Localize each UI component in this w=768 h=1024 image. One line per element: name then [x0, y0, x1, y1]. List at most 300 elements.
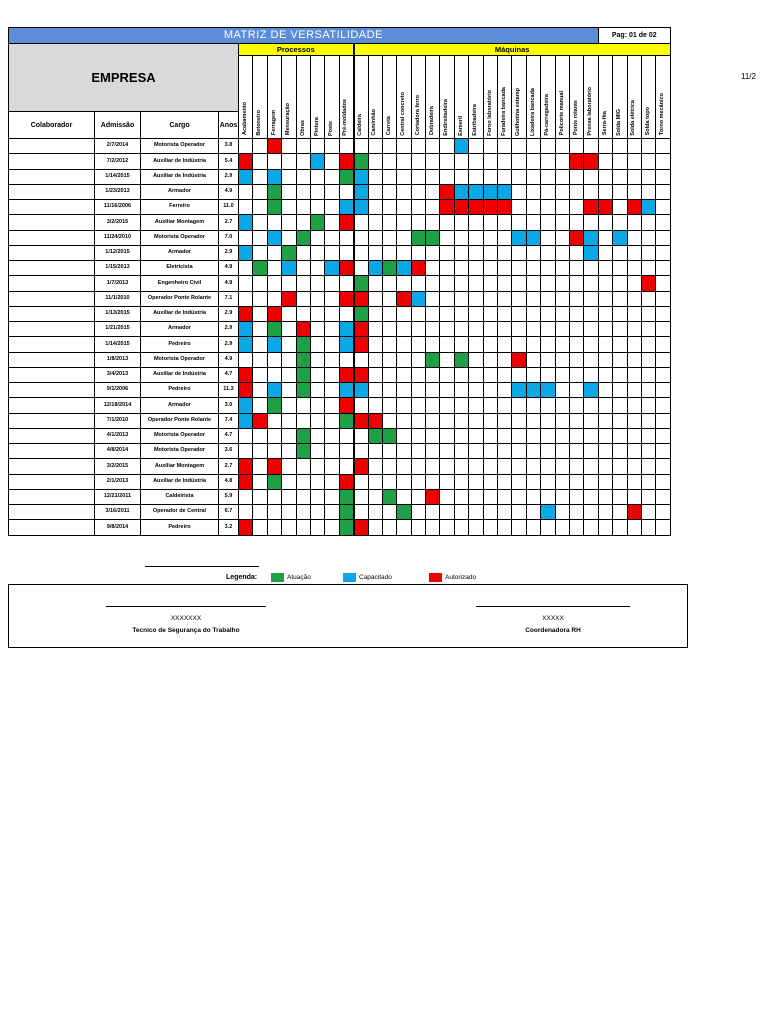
machine-cell	[382, 428, 396, 443]
process-cell	[296, 413, 310, 428]
machine-cell	[440, 444, 454, 459]
machine-cell	[598, 322, 612, 337]
machine-header	[627, 56, 641, 139]
process-cell	[267, 337, 281, 352]
machine-cell	[512, 169, 526, 184]
machine-cell	[454, 489, 468, 504]
process-cell	[325, 154, 339, 169]
machine-cell	[613, 276, 627, 291]
machine-cell	[541, 474, 555, 489]
machine-cell	[498, 306, 512, 321]
machine-cell	[541, 291, 555, 306]
process-cell	[296, 474, 310, 489]
collaborator-cell	[9, 200, 95, 215]
process-cell	[339, 505, 353, 520]
machine-cell	[627, 139, 641, 154]
years-cell: 3.8	[219, 139, 239, 154]
admission-cell: 3/16/2011	[95, 505, 141, 520]
machine-cell	[382, 169, 396, 184]
machine-cell	[483, 306, 497, 321]
machine-cell	[512, 139, 526, 154]
process-cell	[253, 398, 267, 413]
machine-cell	[397, 459, 411, 474]
machine-cell	[512, 306, 526, 321]
machine-cell	[469, 367, 483, 382]
machine-header	[469, 56, 483, 139]
process-cell	[267, 184, 281, 199]
machine-cell	[627, 413, 641, 428]
role-cell: Auxiliar de Indústria	[141, 367, 219, 382]
process-cell	[339, 200, 353, 215]
machine-cell	[627, 245, 641, 260]
machine-cell	[354, 306, 368, 321]
machine-cell	[498, 474, 512, 489]
machine-cell	[641, 184, 655, 199]
machine-cell	[555, 398, 569, 413]
machine-cell	[656, 337, 670, 352]
machine-cell	[555, 306, 569, 321]
process-cell	[339, 276, 353, 291]
machine-cell	[411, 413, 425, 428]
machine-cell	[613, 215, 627, 230]
machine-cell	[426, 322, 440, 337]
legend-text-atuacao: Atuação	[287, 574, 311, 581]
machine-cell	[483, 184, 497, 199]
process-cell	[282, 337, 296, 352]
machine-cell	[382, 383, 396, 398]
process-cell	[282, 367, 296, 382]
signature-box	[8, 584, 688, 648]
machine-cell	[469, 230, 483, 245]
machine-cell	[498, 261, 512, 276]
machine-header	[483, 56, 497, 139]
years-cell: 4.9	[219, 352, 239, 367]
machine-cell	[512, 383, 526, 398]
signature-role-hr: Coordenadora RH	[525, 627, 581, 634]
admission-cell: 3/2/2015	[95, 459, 141, 474]
process-cell	[296, 459, 310, 474]
admission-cell: 1/13/2015	[95, 306, 141, 321]
machine-cell	[512, 215, 526, 230]
role-cell: Caldeirista	[141, 489, 219, 504]
machine-cell	[354, 322, 368, 337]
signature-name-safety: XXXXXXX	[170, 615, 202, 622]
machine-cell	[598, 337, 612, 352]
machine-cell	[426, 306, 440, 321]
machine-cell	[483, 215, 497, 230]
machine-cell	[512, 367, 526, 382]
machine-cell	[469, 398, 483, 413]
machine-header-label: Carreta	[385, 116, 392, 136]
process-cell	[282, 383, 296, 398]
machine-cell	[426, 444, 440, 459]
process-cell	[253, 169, 267, 184]
machine-cell	[426, 276, 440, 291]
machine-cell	[555, 169, 569, 184]
machine-cell	[526, 413, 540, 428]
machine-cell	[368, 306, 382, 321]
role-cell: Armador	[141, 245, 219, 260]
machine-cell	[469, 489, 483, 504]
machine-cell	[498, 352, 512, 367]
process-cell	[325, 169, 339, 184]
process-cell	[253, 245, 267, 260]
machine-cell	[641, 352, 655, 367]
machine-cell	[454, 306, 468, 321]
legend-text-autorizado: Autorizado	[445, 574, 477, 581]
admission-cell: 1/14/2015	[95, 337, 141, 352]
process-cell	[296, 383, 310, 398]
machine-cell	[641, 245, 655, 260]
process-cell	[310, 200, 324, 215]
machine-cell	[411, 383, 425, 398]
machine-cell	[382, 398, 396, 413]
table-row	[9, 306, 671, 321]
machine-cell	[440, 398, 454, 413]
process-cell	[267, 383, 281, 398]
machine-cell	[541, 337, 555, 352]
admission-cell: 1/23/2013	[95, 184, 141, 199]
process-cell	[310, 367, 324, 382]
machine-cell	[368, 322, 382, 337]
machine-cell	[411, 367, 425, 382]
machine-cell	[469, 474, 483, 489]
machine-cell	[354, 444, 368, 459]
machine-cell	[368, 139, 382, 154]
machine-cell	[613, 245, 627, 260]
machine-cell	[569, 322, 583, 337]
process-cell	[296, 200, 310, 215]
machine-cell	[555, 322, 569, 337]
role-cell: Engenheiro Civil	[141, 276, 219, 291]
process-cell	[267, 520, 281, 535]
process-cell	[267, 306, 281, 321]
process-cell	[282, 169, 296, 184]
machine-cell	[656, 139, 670, 154]
machine-cell	[397, 489, 411, 504]
process-cell	[296, 337, 310, 352]
machine-cell	[526, 261, 540, 276]
years-cell: 2.9	[219, 322, 239, 337]
machine-cell	[613, 184, 627, 199]
process-cell	[267, 367, 281, 382]
admission-cell: 4/8/2014	[95, 444, 141, 459]
collaborator-cell	[9, 352, 95, 367]
process-cell	[325, 398, 339, 413]
machine-cell	[426, 200, 440, 215]
machine-cell	[382, 520, 396, 535]
process-cell	[325, 184, 339, 199]
machine-cell	[498, 398, 512, 413]
machine-cell	[354, 352, 368, 367]
process-cell	[296, 489, 310, 504]
process-cell	[239, 428, 253, 443]
machine-cell	[656, 444, 670, 459]
machine-cell	[483, 459, 497, 474]
machine-header-label: Solda elétrica	[630, 99, 637, 136]
machine-cell	[555, 489, 569, 504]
machine-cell	[397, 444, 411, 459]
collaborator-cell	[9, 444, 95, 459]
years-cell: 5.9	[219, 489, 239, 504]
process-header-label: Pré-moldados	[342, 98, 349, 136]
machine-cell	[526, 139, 540, 154]
machine-cell	[426, 520, 440, 535]
table-row	[9, 230, 671, 245]
process-header	[325, 56, 339, 139]
machine-cell	[641, 337, 655, 352]
machine-cell	[498, 230, 512, 245]
machine-cell	[555, 245, 569, 260]
table-row	[9, 276, 671, 291]
signature-role-safety: Tecnico de Segurança do Trabalho	[132, 627, 240, 634]
process-cell	[296, 398, 310, 413]
collaborator-cell	[9, 398, 95, 413]
machine-cell	[440, 520, 454, 535]
role-cell: Motorista Operador	[141, 230, 219, 245]
machine-cell	[397, 367, 411, 382]
machine-cell	[584, 428, 598, 443]
machine-cell	[526, 337, 540, 352]
process-cell	[239, 230, 253, 245]
machine-cell	[469, 169, 483, 184]
machine-cell	[354, 184, 368, 199]
process-header	[296, 56, 310, 139]
table-row	[9, 291, 671, 306]
machine-cell	[368, 154, 382, 169]
machine-cell	[469, 428, 483, 443]
process-cell	[325, 245, 339, 260]
machine-cell	[354, 474, 368, 489]
table-row	[9, 367, 671, 382]
processes-group-header: Processos	[239, 44, 354, 56]
machine-cell	[411, 322, 425, 337]
legend-swatch-autorizado	[429, 573, 442, 582]
machine-cell	[469, 444, 483, 459]
admission-cell: 7/2/2012	[95, 154, 141, 169]
role-cell: Eletricista	[141, 261, 219, 276]
machine-header-label: Policorte manual	[558, 91, 565, 136]
machine-header-label: Solda topo	[644, 107, 651, 136]
process-cell	[325, 230, 339, 245]
machine-cell	[483, 322, 497, 337]
machine-cell	[469, 139, 483, 154]
machine-cell	[426, 337, 440, 352]
machine-cell	[584, 154, 598, 169]
process-cell	[239, 474, 253, 489]
machine-cell	[584, 413, 598, 428]
machine-cell	[526, 352, 540, 367]
machine-cell	[569, 489, 583, 504]
admission-cell: 11/24/2010	[95, 230, 141, 245]
machine-cell	[354, 428, 368, 443]
collaborator-cell	[9, 322, 95, 337]
machine-cell	[411, 398, 425, 413]
machine-cell	[627, 367, 641, 382]
table-row	[9, 352, 671, 367]
machine-cell	[426, 383, 440, 398]
machine-cell	[613, 367, 627, 382]
machine-cell	[584, 383, 598, 398]
role-cell: Pedreiro	[141, 337, 219, 352]
machine-cell	[469, 276, 483, 291]
machine-cell	[454, 276, 468, 291]
machine-cell	[613, 352, 627, 367]
machine-cell	[584, 444, 598, 459]
machine-cell	[584, 261, 598, 276]
machine-cell	[541, 459, 555, 474]
machine-cell	[498, 413, 512, 428]
process-cell	[267, 413, 281, 428]
role-cell: Motorista Operador	[141, 428, 219, 443]
machine-cell	[526, 459, 540, 474]
machine-cell	[368, 200, 382, 215]
machine-cell	[368, 520, 382, 535]
role-cell: Operador de Central	[141, 505, 219, 520]
machine-cell	[469, 200, 483, 215]
role-cell: Operador Ponte Rolante	[141, 291, 219, 306]
process-cell	[253, 474, 267, 489]
process-cell	[339, 383, 353, 398]
machine-cell	[526, 367, 540, 382]
admission-cell: 1/12/2015	[95, 245, 141, 260]
years-cell: 7.0	[219, 230, 239, 245]
machine-header-label: Pá-carregadeira	[544, 93, 551, 136]
machine-cell	[440, 428, 454, 443]
process-cell	[296, 215, 310, 230]
machine-cell	[584, 367, 598, 382]
process-cell	[296, 230, 310, 245]
machine-cell	[541, 169, 555, 184]
machine-cell	[426, 230, 440, 245]
legend-label: Legenda:	[226, 574, 258, 581]
process-cell	[239, 139, 253, 154]
process-cell	[253, 505, 267, 520]
machine-cell	[440, 230, 454, 245]
machine-cell	[483, 367, 497, 382]
machine-cell	[397, 215, 411, 230]
process-header-label: Betoneiro	[256, 109, 263, 136]
machine-cell	[598, 474, 612, 489]
process-cell	[267, 398, 281, 413]
years-cell: 4.7	[219, 428, 239, 443]
machine-header	[368, 56, 382, 139]
process-cell	[239, 245, 253, 260]
machine-cell	[397, 398, 411, 413]
machine-header-label: Guilhotina estamp	[515, 87, 522, 136]
machine-cell	[526, 215, 540, 230]
process-cell	[239, 337, 253, 352]
machine-cell	[440, 139, 454, 154]
machine-cell	[411, 306, 425, 321]
table-row	[9, 245, 671, 260]
admission-cell: 9/8/2014	[95, 520, 141, 535]
admission-cell: 9/1/2006	[95, 383, 141, 398]
machine-cell	[483, 261, 497, 276]
machine-cell	[627, 505, 641, 520]
machine-cell	[411, 352, 425, 367]
machine-cell	[454, 474, 468, 489]
machine-cell	[627, 200, 641, 215]
machine-cell	[426, 428, 440, 443]
process-cell	[267, 154, 281, 169]
process-cell	[325, 413, 339, 428]
machine-header	[598, 56, 612, 139]
machine-cell	[426, 367, 440, 382]
years-cell: 7.4	[219, 413, 239, 428]
machine-cell	[382, 413, 396, 428]
process-cell	[339, 444, 353, 459]
admission-cell: 12/21/2011	[95, 489, 141, 504]
machine-cell	[397, 520, 411, 535]
process-cell	[310, 520, 324, 535]
machine-header-label: Ponte rolante	[572, 100, 579, 136]
admission-cell: 1/8/2013	[95, 352, 141, 367]
process-cell	[282, 139, 296, 154]
machine-cell	[656, 352, 670, 367]
admission-cell: 4/1/2013	[95, 428, 141, 443]
machine-cell	[641, 139, 655, 154]
machine-cell	[440, 215, 454, 230]
admission-cell: 7/1/2010	[95, 413, 141, 428]
machine-cell	[483, 291, 497, 306]
machine-cell	[454, 444, 468, 459]
role-cell: Pedreiro	[141, 520, 219, 535]
page-label: Pag: 01 de 02	[598, 28, 670, 44]
machine-header	[584, 56, 598, 139]
collaborator-cell	[9, 520, 95, 535]
machine-cell	[526, 154, 540, 169]
machine-cell	[584, 169, 598, 184]
machine-cell	[598, 184, 612, 199]
machine-cell	[382, 444, 396, 459]
machine-cell	[541, 245, 555, 260]
machine-cell	[368, 261, 382, 276]
machine-cell	[613, 489, 627, 504]
admission-cell: 1/15/2013	[95, 261, 141, 276]
machine-cell	[512, 184, 526, 199]
process-cell	[239, 169, 253, 184]
machine-cell	[454, 428, 468, 443]
machine-cell	[411, 139, 425, 154]
machine-cell	[541, 215, 555, 230]
company-name: EMPRESA	[9, 44, 239, 112]
column-header-collaborator: Colaborador	[9, 112, 95, 139]
table-row	[9, 215, 671, 230]
process-cell	[296, 367, 310, 382]
process-cell	[282, 444, 296, 459]
collaborator-cell	[9, 276, 95, 291]
machine-cell	[555, 139, 569, 154]
process-cell	[325, 322, 339, 337]
years-cell: 3.2	[219, 520, 239, 535]
collaborator-cell	[9, 367, 95, 382]
machine-cell	[498, 184, 512, 199]
machine-cell	[526, 245, 540, 260]
machine-cell	[354, 520, 368, 535]
machine-cell	[483, 398, 497, 413]
machine-cell	[627, 337, 641, 352]
machine-cell	[613, 291, 627, 306]
machine-cell	[598, 261, 612, 276]
machine-cell	[382, 200, 396, 215]
collaborator-cell	[9, 489, 95, 504]
machine-cell	[440, 200, 454, 215]
process-cell	[239, 413, 253, 428]
machine-cell	[641, 154, 655, 169]
machine-cell	[627, 154, 641, 169]
process-cell	[253, 520, 267, 535]
